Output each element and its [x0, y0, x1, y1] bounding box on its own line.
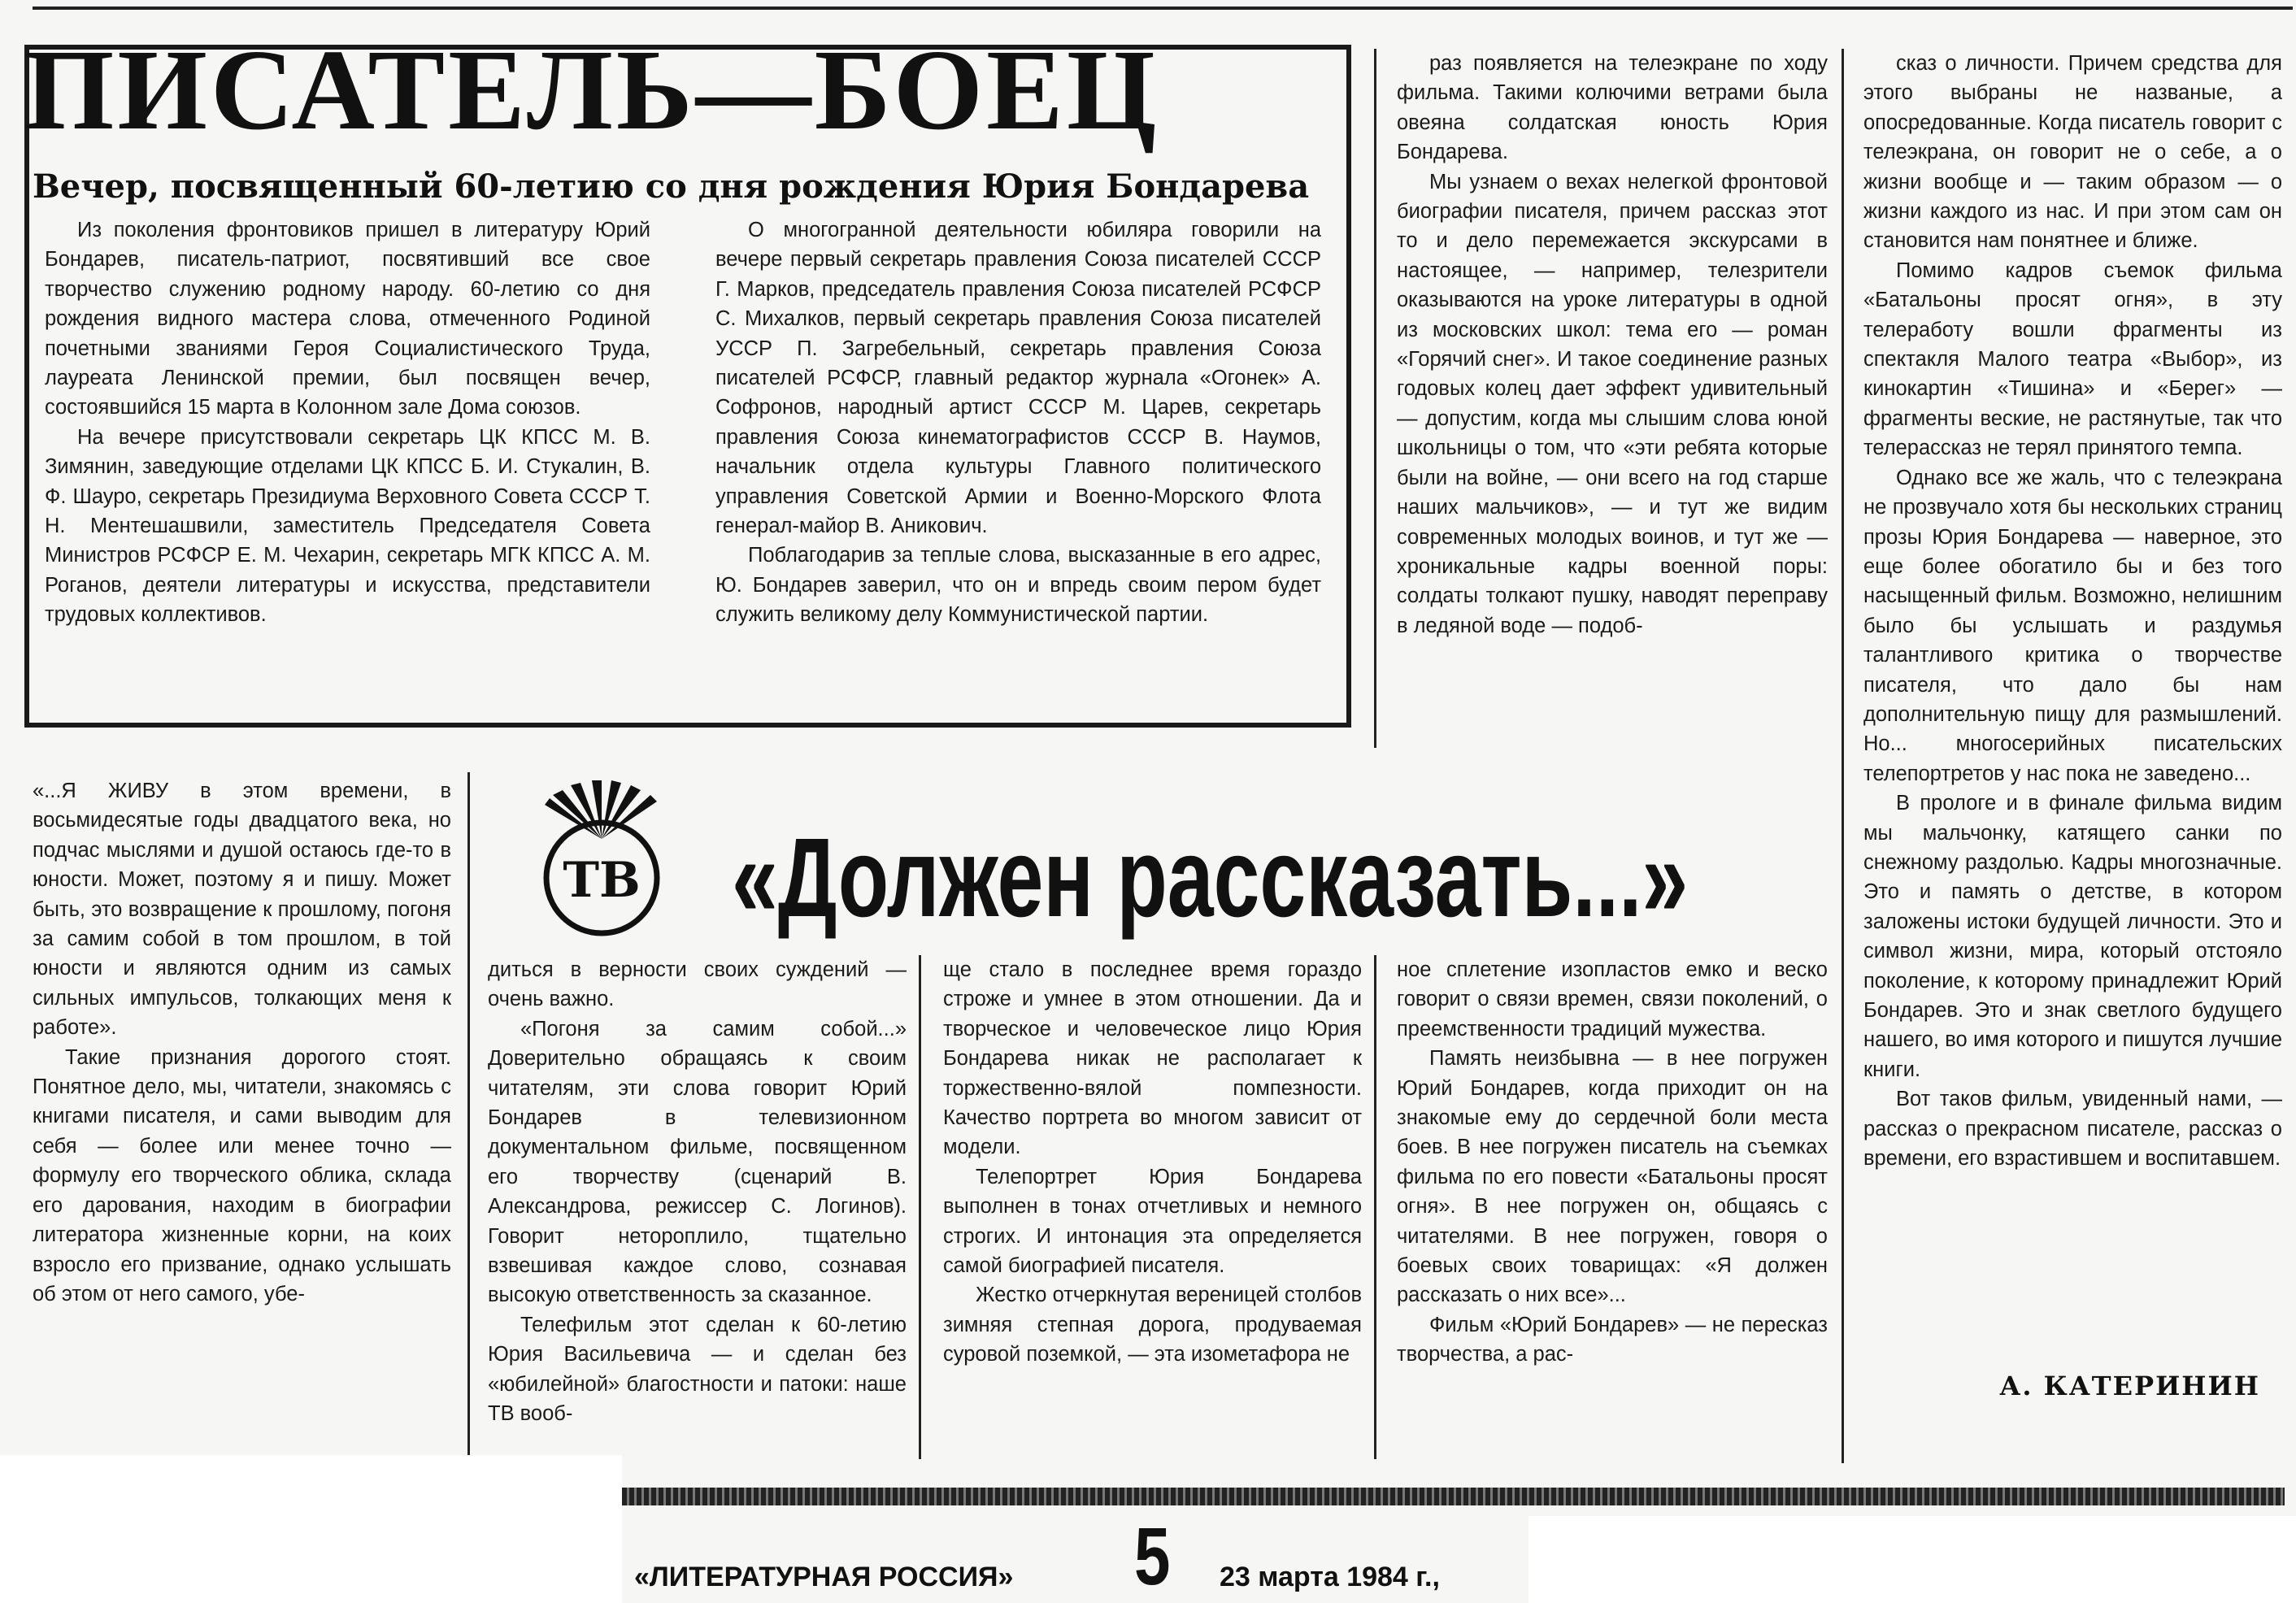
- issue-date: 23 марта 1984 г.,: [1220, 1562, 1440, 1592]
- tv-logo-text: ТВ: [563, 852, 641, 909]
- paragraph: Такие признания дорогого стоят. Понятное дело, мы, читатели, знакомясь с книгами писателя, и сами выводим для себя — более или менее точно — формулу его творческого облика, склада его дарования, находим в биографии литератора жизненные корни, на коих взросло его призвание, однако услышать об этом от него самого, убе-: [33, 1045, 451, 1305]
- article1-column-2: [715, 215, 1321, 723]
- article-title: ПИСАТЕЛЬ—БОЕЦ: [24, 25, 1160, 154]
- column-rule: [1374, 49, 1376, 748]
- paragraph: сказ о личности. Причем средства для этого выбраны не названые, а опосредованные. Когда писатель говорит с телеэкрана, он говорит не о себе, а о жизни вообще и — таким образом — о жизни каждого из нас. И при этом сам он становится нам понятнее и ближе.: [1863, 52, 2282, 253]
- top-rule: [33, 7, 2293, 10]
- paragraph: Память неизбывна — в нее погружен Юрий Бондарев, когда приходит он на знакомые ему до сердечной боли места боев. В нее погружен писатель на съемках фильма по его повести «Батальоны просят огня». В нее погружен он, общаясь с читателями. В нее погружен, говоря о боевых своих товарищах: «Я должен рассказать о них все»...: [1397, 1047, 1828, 1307]
- article2-headline: «Должен рассказать...»: [732, 815, 1689, 941]
- paragraph: О многогранной деятельности юбиляра говорили на вечере первый секретарь правления Союза писателей СССР Г. Марков, председатель правления Союза писателей РСФСР С. Михалков, первый секретарь правления Союза писателей УССР П. Загребельный, секретарь правления Союза писателей РСФСР, главный редактор журнала «Огонек» А. Софронов, народный артист СССР М. Царев, секретарь правления Союза кинематографистов СССР В. Наумов, начальник отдела культуры Главного политического управления Советской Армии и Военно-Морского Флота генерал-майор В. Аникович.: [715, 219, 1321, 538]
- paragraph: Жестко отчеркнутая вереницей столбов зимняя степная дорога, продуваемая суровой поземкой, — эта изометафора не: [943, 1284, 1362, 1366]
- column-rule: [1842, 49, 1844, 1463]
- article1-column-1: [45, 215, 650, 723]
- paragraph: ное сплетение изопластов емко и веско говорит о связи времен, связи поколений, о преемственности традиций мужества.: [1397, 958, 1828, 1040]
- paragraph: ще стало в последнее время гораздо строже и умнее в этом отношении. Да и творческое и человеческое лицо Юрия Бондарева никак не располагает к торжественно-вялой помпезности. Качество портрета во многом зависит от модели.: [943, 958, 1362, 1159]
- paragraph: Фильм «Юрий Бондарев» — не пересказ творчества, а рас-: [1397, 1313, 1828, 1366]
- paragraph: В прологе и в финале фильма видим мы мальчонку, катящего санки по снежному раздолью. Кадры многозначные. Это и память о детстве, в котором заложены истоки будущей личности. Это и символ жизни, мира, который отстояло поколение, к которому принадлежит Юрий Бондарев. Это и знак светлого будущего нашего, во имя которого и пишутся лучшие книги.: [1863, 792, 2282, 1081]
- paragraph: Телефильм этот сделан к 60-летию Юрия Васильевича — и сделан без «юбилейной» благостности и патоки: наше ТВ вооб-: [488, 1313, 907, 1426]
- author-signature: А. КАТЕРИНИН: [1999, 1371, 2260, 1401]
- sunburst-icon: [545, 780, 657, 839]
- paragraph: Помимо кадров съемок фильма «Батальоны просят огня», в эту телеработу вошли фрагменты из спектакля Малого театра «Выбор», из кинокартин «Тишина» и «Берег» — фрагменты веские, не растянутые, так что телерассказ не терял принятого темпа.: [1863, 258, 2282, 460]
- paragraph: раз появляется на телеэкране по ходу фильма. Такими колючими ветрами была овеяна солдатская юность Юрия Бондарева.: [1397, 52, 1828, 164]
- paragraph: диться в верности своих суждений — очень важно.: [488, 958, 907, 1011]
- article-subtitle: Вечер, посвященный 60-летию со дня рождения Юрия Бондарева: [33, 167, 1310, 206]
- newspaper-name: «ЛИТЕРАТУРНАЯ РОССИЯ»: [634, 1562, 1014, 1592]
- paragraph: Вот таков фильм, увиденный нами, — рассказ о прекрасном писателе, рассказ о времени, его взрастившем и воспитавшем.: [1863, 1088, 2282, 1171]
- paragraph: Телепортрет Юрия Бондарева выполнен в тонах отчетливых и немного строгих. И интонация эта определяется самой биографией писателя.: [943, 1165, 1362, 1278]
- column-rule: [919, 955, 921, 1459]
- page-number: 5: [1134, 1511, 1171, 1602]
- article2-column-b: [488, 955, 907, 1451]
- article2-column-e: [1863, 49, 2282, 1366]
- article2-column-c: [943, 955, 1362, 1451]
- paragraph: «Погоня за самим собой...» Доверительно обращаясь к своим читателям, эти слова говорит Юрий Бондарев в телевизионном документальном фильме, посвященном его творчеству (сценарий В. Александрова, режиссер С. Логинов). Говорит нетороплило, тщательно взвешивая каждое слово, сознавая высокую ответственность за сказанное.: [488, 1017, 907, 1307]
- footer-rule: [622, 1488, 2285, 1505]
- paragraph: На вечере присутствовали секретарь ЦК КПСС М. В. Зимянин, заведующие отделами ЦК КПСС Б. И. Стукалин, В. Ф. Шауро, секретарь Президиума Верховного Совета СССР Т. Н. Ментешашвили, заместитель Председателя Совета Министров РСФСР Е. М. Чехарин, секретарь МГК КПСС А. М. Роганов, деятели литературы и искусства, представители трудовых коллективов.: [45, 425, 650, 627]
- column-rule: [1374, 955, 1376, 1459]
- tv-logo: [528, 780, 675, 943]
- article2-column-d-top: [1397, 49, 1828, 756]
- paragraph: Из поколения фронтовиков пришел в литературу Юрий Бондарев, писатель-патриот, посвятивший все свое творчество служению родному народу. 60-летию со дня рождения видного мастера слова, отмеченного Родиной почетными званиями Героя Социалистического Труда, лауреата Ленинской премии, был посвящен вечер, состоявшийся 15 марта в Колонном зале Дома союзов.: [45, 219, 650, 419]
- torn-edge: [1528, 1516, 2296, 1603]
- paragraph: Однако все же жаль, что с телеэкрана не прозвучало хотя бы нескольких страниц прозы Юрия Бондарева — наверное, это еще более обогатило бы и без того насыщенный фильм. Возможно, нелишним было бы услышать и раздумья талантливого критика о творчестве писателя, что дало бы нам дополнительную пищу для размышлений. Но... многосерийных писательских телепортретов у нас пока не заведено...: [1863, 466, 2282, 785]
- column-rule: [467, 772, 470, 1463]
- torn-edge: [0, 1455, 622, 1603]
- article2-column-d-bottom: [1397, 955, 1828, 1451]
- paragraph: Поблагодарив за теплые слова, высказанные в его адрес, Ю. Бондарев заверил, что он и впредь своим пером будет служить великому делу Коммунистической партии.: [715, 544, 1321, 627]
- article2-column-a: [33, 776, 451, 1451]
- paragraph: Мы узнаем о вехах нелегкой фронтовой биографии писателя, причем рассказ этот то и дело перемежается экскурсами в настоящее, — например, телезрители оказываются на уроке литературы в одной из московских школ: тема его — роман «Горячий снег». И такое соединение разных годовых колец дает эффект удивительный — допустим, когда мы слышим слова юной школьницы о том, что «эти ребята которые были на войне, — они всего на год старше наших мальчиков», — и тут же видим современных молодых воинов, и тут же — хроникальные кадры военной поры: солдаты толкают пушку, наводят переправу в ледяной воде — подоб-: [1397, 170, 1828, 637]
- paragraph: «...Я ЖИВУ в этом времени, в восьмидесятые годы двадцатого века, но подчас мыслями и душой остаюсь где-то в юности. Может, поэтому я и пишу. Может быть, это возвращение к прошлому, погоня за самим собой в том прошлом, в той юности и являются одним из самых сильных импульсов, толкающих меня к работе».: [33, 780, 451, 1040]
